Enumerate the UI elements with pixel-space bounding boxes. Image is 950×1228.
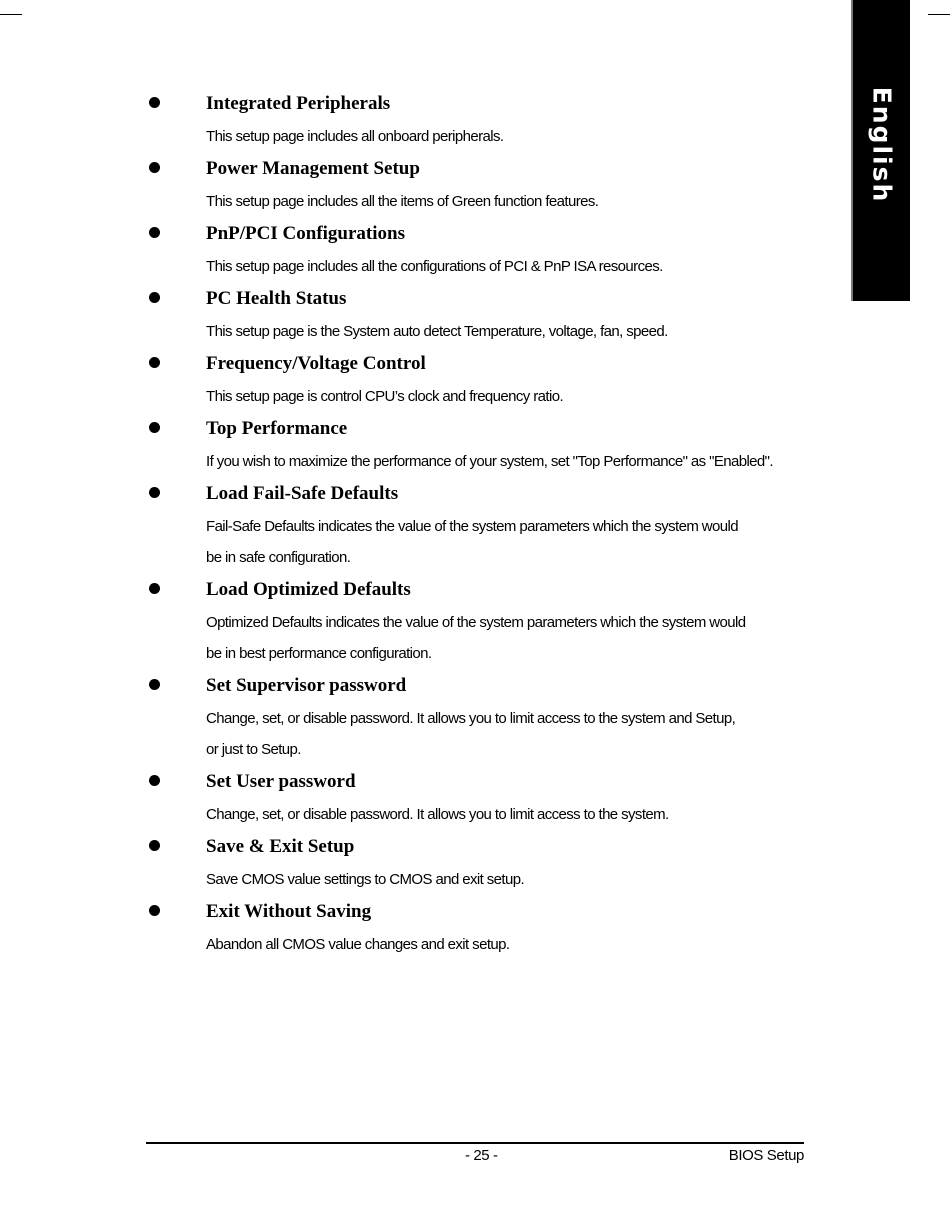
description-line: be in best performance configuration. [206,645,432,662]
description-line: be in safe configuration. [206,549,351,566]
description-line: This setup page is the System auto detect Temperature, voltage, fan, speed. [206,323,668,340]
description-line: Optimized Defaults indicates the value of the system parameters which the system would [206,614,746,631]
menu-item [0,90,850,152]
crop-mark-right [928,14,950,15]
menu-item-description [206,121,850,152]
menu-item-title: Power Management Setup [206,158,420,179]
crop-mark-left [0,14,22,15]
menu-item [0,480,850,573]
menu-item-description [206,381,850,412]
menu-item-description [206,703,850,765]
menu-item-description [206,186,850,217]
menu-item-title: Integrated Peripherals [206,93,391,114]
menu-item-description [206,446,850,477]
description-line: Change, set, or disable password. It allows you to limit access to the system. [206,806,669,823]
menu-item-title: Load Optimized Defaults [206,579,411,600]
menu-item [0,898,850,960]
menu-item [0,285,850,347]
description-line: or just to Setup. [206,741,301,758]
bullet-icon [149,679,160,690]
menu-item-description [206,607,850,669]
menu-item-title: Set User password [206,771,356,792]
menu-item-description [206,799,850,830]
description-line: This setup page is control CPU’s clock and frequency ratio. [206,388,564,405]
menu-item [0,833,850,895]
bullet-icon [149,583,160,594]
footer-section-title: BIOS Setup [728,1147,804,1164]
description-line: Save CMOS value settings to CMOS and exit setup. [206,871,525,888]
bullet-icon [149,487,160,498]
bullet-icon [149,227,160,238]
menu-item [0,220,850,282]
menu-item [0,415,850,477]
menu-item-description [206,864,850,895]
menu-item-title: PC Health Status [206,288,347,309]
description-line: This setup page includes all the items of Green function features. [206,193,599,210]
menu-item [0,672,850,765]
bullet-icon [149,292,160,303]
menu-item-title: PnP/PCI Configurations [206,223,405,244]
menu-item [0,155,850,217]
menu-item-description [206,316,850,347]
bullet-icon [149,775,160,786]
bullet-icon [149,357,160,368]
menu-item-title: Load Fail-Safe Defaults [206,483,399,504]
menu-item [0,768,850,830]
menu-item-title: Set Supervisor password [206,675,407,696]
menu-item-list [0,90,850,963]
menu-item-title: Exit Without Saving [206,901,372,922]
menu-item-title: Top Performance [206,418,348,439]
footer-divider [146,1142,804,1144]
description-line: Fail-Safe Defaults indicates the value of the system parameters which the system would [206,518,739,535]
description-line: This setup page includes all onboard peripherals. [206,128,504,145]
menu-item [0,576,850,669]
description-line: If you wish to maximize the performance of your system, set "Top Performance" as "Enabled". [206,453,773,470]
bullet-icon [149,422,160,433]
menu-item-title: Save & Exit Setup [206,836,355,857]
page-number: - 25 - [465,1147,498,1164]
bullet-icon [149,162,160,173]
bullet-icon [149,905,160,916]
menu-item-description [206,511,850,573]
menu-item-description [206,929,850,960]
bullet-icon [149,840,160,851]
language-tab [851,0,910,301]
description-line: This setup page includes all the configurations of PCI & PnP ISA resources. [206,258,663,275]
menu-item [0,350,850,412]
language-tab-label: English [867,86,896,204]
menu-item-title: Frequency/Voltage Control [206,353,426,374]
bullet-icon [149,97,160,108]
menu-item-description [206,251,850,282]
description-line: Abandon all CMOS value changes and exit setup. [206,936,510,953]
description-line: Change, set, or disable password. It allows you to limit access to the system and Setup, [206,710,736,727]
